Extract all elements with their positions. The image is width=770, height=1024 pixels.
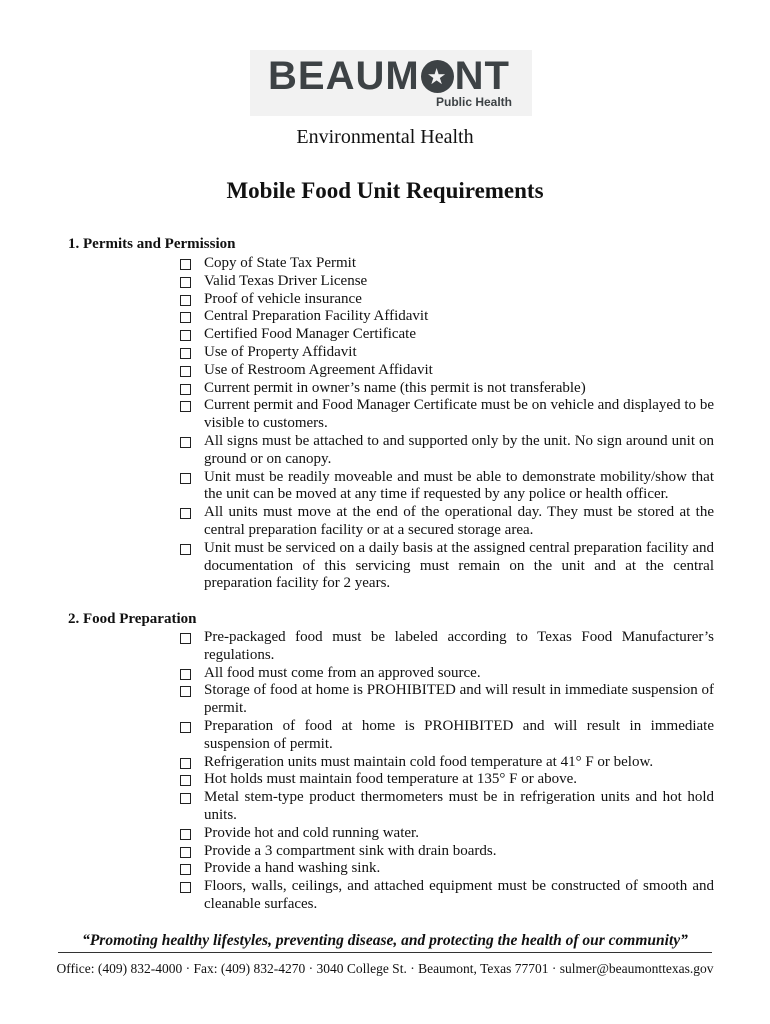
- footer-divider: [58, 952, 712, 953]
- checkbox[interactable]: [180, 864, 191, 875]
- checklist-item-text: Current permit in owner’s name (this permit is not transferable): [204, 379, 586, 396]
- checklist-item: [180, 397, 714, 433]
- checklist-item: [180, 754, 714, 772]
- checklist-item-text: Copy of State Tax Permit: [204, 255, 356, 271]
- checklist-item: [180, 629, 714, 665]
- checklist-item: [180, 665, 714, 683]
- checklist-item-text: Use of Restroom Agreement Affidavit: [204, 361, 433, 378]
- section-heading-permits: 1. Permits and Permission: [68, 236, 236, 252]
- checklist-item-text: Metal stem-type product thermometers must be in refrigeration units and hot hold units.: [204, 789, 714, 823]
- checklist-item: [180, 273, 714, 291]
- checklist-item: [180, 682, 714, 718]
- logo-wordmark: [268, 54, 510, 99]
- checklist-item: [180, 825, 714, 843]
- checkbox[interactable]: [180, 330, 191, 341]
- checklist-item: [180, 255, 714, 273]
- checklist-item: [180, 326, 714, 344]
- checklist-permits: [180, 255, 714, 593]
- checklist-item-text: Preparation of food at home is PROHIBITED and will result in immediate suspension of permit.: [204, 717, 714, 752]
- checkbox[interactable]: [180, 401, 191, 412]
- checklist-item: [180, 433, 714, 469]
- checklist-item-text: Provide a 3 compartment sink with drain boards.: [204, 842, 497, 859]
- checkbox[interactable]: [180, 473, 191, 484]
- checkbox[interactable]: [180, 437, 191, 448]
- checklist-item: [180, 843, 714, 861]
- checklist-item-text: Unit must be serviced on a daily basis at the assigned central preparation facility and documentation of this servicing must remain on the unit and at the central preparation facility for 2 years.: [204, 539, 714, 592]
- department-heading: Environmental Health: [296, 126, 474, 148]
- checklist-item-text: Storage of food at home is PROHIBITED and will result in immediate suspension of permit.: [204, 682, 714, 717]
- checkbox[interactable]: [180, 384, 191, 395]
- checklist-item-text: Hot holds must maintain food temperature at 135° F or above.: [204, 771, 578, 788]
- checklist-item-text: Floors, walls, ceilings, and attached equipment must be constructed of smooth and cleanable surfaces.: [204, 878, 714, 912]
- checkbox[interactable]: [180, 775, 191, 786]
- beaumont-public-health-logo: [250, 50, 532, 116]
- checklist-item: [180, 540, 714, 593]
- checklist-item-text: Provide a hand washing sink.: [204, 860, 381, 877]
- checkbox[interactable]: [180, 633, 191, 644]
- checkbox[interactable]: [180, 686, 191, 697]
- checkbox[interactable]: [180, 544, 191, 555]
- checklist-item-text: Pre-packaged food must be labeled according to Texas Food Manufacturer’s regulations.: [204, 629, 714, 663]
- checklist-item: [180, 771, 714, 789]
- checkbox[interactable]: [180, 259, 191, 270]
- checklist-item-text: Central Preparation Facility Affidavit: [204, 308, 429, 325]
- star-in-circle-icon: ★: [421, 60, 454, 93]
- checklist-item: [180, 878, 714, 914]
- checklist-item-text: Use of Property Affidavit: [204, 343, 357, 360]
- checklist-item: [180, 789, 714, 825]
- checklist-item-text: All units must move at the end of the operational day. They must be stored at the central preparation facility or at a secured storage area.: [204, 504, 714, 538]
- checklist-item-text: Provide hot and cold running water.: [204, 824, 419, 841]
- checklist-food-preparation: [180, 629, 714, 914]
- checkbox[interactable]: [180, 348, 191, 359]
- checkbox[interactable]: [180, 758, 191, 769]
- checklist-item: [180, 291, 714, 309]
- checkbox[interactable]: [180, 277, 191, 288]
- checklist-item: [180, 504, 714, 540]
- checklist-item: [180, 718, 714, 754]
- checklist-item-text: Unit must be readily moveable and must be able to demonstrate mobility/show that the unit can be moved at any time if requested by any police or health officer.: [204, 468, 714, 503]
- logo-subtitle: Public Health: [435, 95, 512, 109]
- footer-contact: Office: (409) 832-4000 · Fax: (409) 832-4270 · 3040 College St. · Beaumont, Texas 77701 · sulmer@beaumonttexas.gov: [56, 961, 714, 976]
- checklist-item: [180, 308, 714, 326]
- checkbox[interactable]: [180, 793, 191, 804]
- checklist-item-text: All food must come from an approved source.: [204, 664, 481, 681]
- checklist-item-text: Valid Texas Driver License: [204, 272, 368, 289]
- checkbox[interactable]: [180, 508, 191, 519]
- checklist-item: [180, 380, 714, 398]
- document-title: Mobile Food Unit Requirements: [226, 178, 544, 203]
- checklist-item-text: Certified Food Manager Certificate: [204, 326, 417, 343]
- checkbox[interactable]: [180, 312, 191, 323]
- logo-wordmark-left: BEAUM: [268, 54, 420, 98]
- checklist-item: [180, 362, 714, 380]
- checkbox[interactable]: [180, 366, 191, 377]
- checkbox[interactable]: [180, 722, 191, 733]
- section-heading-food-preparation: 2. Food Preparation: [68, 611, 197, 627]
- motto: “Promoting healthy lifestyles, preventing disease, and protecting the health of our community”: [82, 932, 688, 949]
- checklist-item-text: Refrigeration units must maintain cold food temperature at 41° F or below.: [204, 753, 654, 770]
- checklist-item: [180, 469, 714, 505]
- checklist-item: [180, 344, 714, 362]
- checklist-item-text: Proof of vehicle insurance: [204, 290, 362, 307]
- checklist-item-text: Current permit and Food Manager Certificate must be on vehicle and displayed to be visible to customers.: [204, 397, 714, 432]
- checkbox[interactable]: [180, 847, 191, 858]
- logo-wordmark-right: NT: [454, 54, 510, 98]
- checkbox[interactable]: [180, 669, 191, 680]
- checkbox[interactable]: [180, 882, 191, 893]
- checkbox[interactable]: [180, 829, 191, 840]
- checkbox[interactable]: [180, 295, 191, 306]
- checklist-item: [180, 860, 714, 878]
- checklist-item-text: All signs must be attached to and supported only by the unit. No sign around unit on ground or on canopy.: [204, 432, 714, 467]
